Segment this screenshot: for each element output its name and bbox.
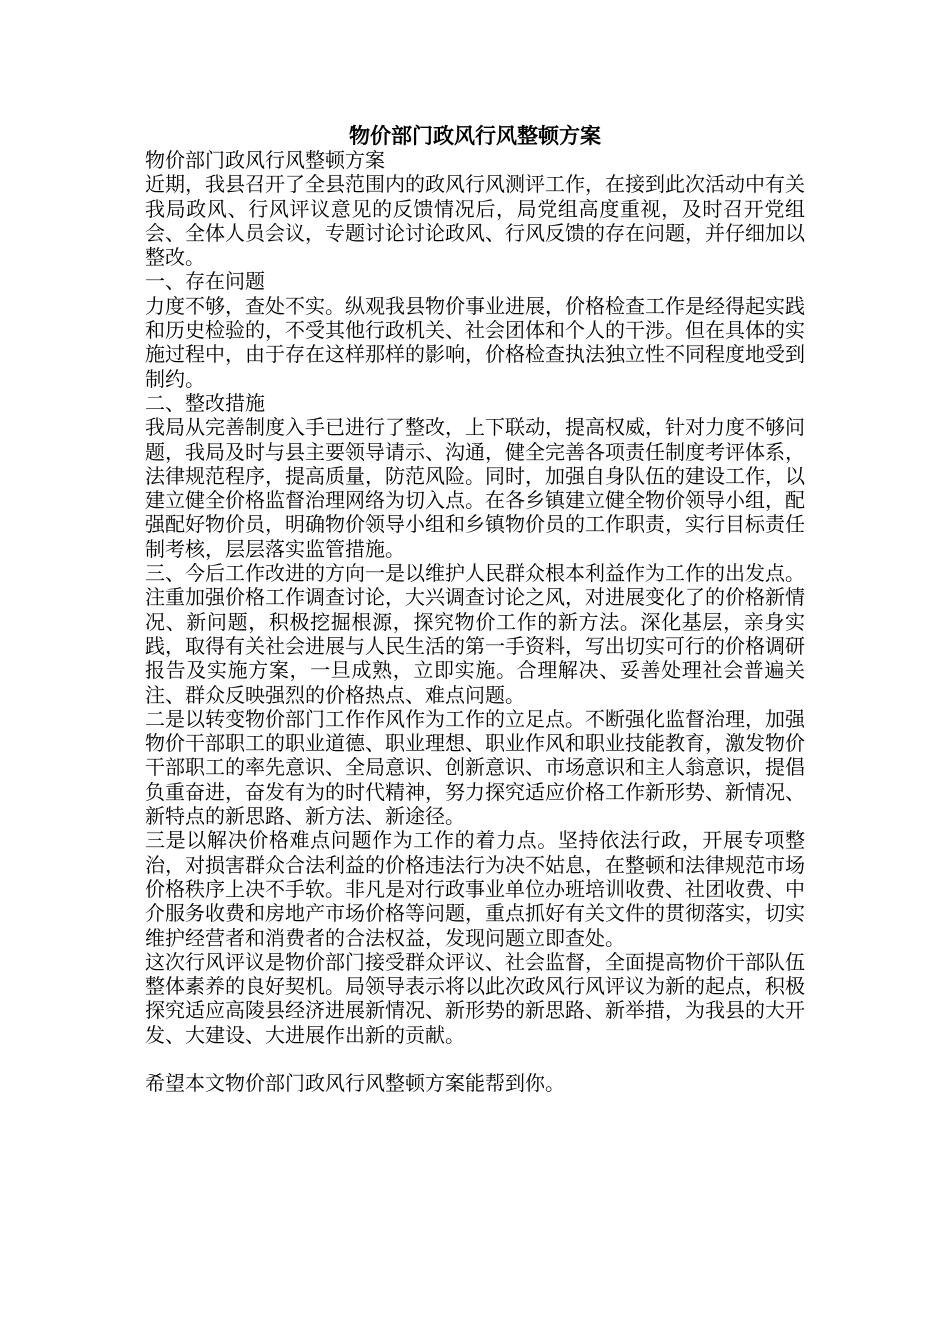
measures-paragraph: 我局从完善制度入手已进行了整改，上下联动，提高权威，针对力度不够问题，我局及时与县主要领导请示、沟通，健全完善各项责任制度考评体系，法律规范程序，提高质量，防范风险。同时，加强自身队伍的建设工作，以建立健全价格监督治理网络为切入点。在各乡镇建立健全物价领导小组，配强配好物价员，明确物价领导小组和乡镇物价员的工作职责，实行目标责任制考核，层层落实监管措施。 [145,415,805,561]
document-title: 物价部门政风行风整顿方案 [349,123,601,148]
problems-paragraph: 力度不够，查处不实。纵观我县物价事业进展，价格检查工作是经得起实践和历史检验的，不受其他行政机关、社会团体和个人的干涉。但在具体的实施过程中，由于存在这样那样的影响，价格检查执法独立性不同程度地受到制约。 [145,293,805,391]
blank-line [145,1047,805,1071]
price-issues-paragraph: 三是以解决价格难点问题作为工作的着力点。坚持依法行政，开展专项整治，对损害群众合法利益的价格违法行为决不姑息，在整顿和法律规范市场价格秩序上决不手软。非凡是对行政事业单位办班培训收费、社团收费、中介服务收费和房地产市场价格等问题，重点抓好有关文件的贯彻落实，切实维护经营者和消费者的合法权益，发现问题立即查处。 [145,828,805,950]
future-direction-paragraph: 三、今后工作改进的方向一是以维护人民群众根本利益作为工作的出发点。注重加强价格工作调查讨论，大兴调查讨论之风，对进展变化了的价格新情况、新问题，积极挖掘根源，探究物价工作的新方法。深化基层，亲身实践，取得有关社会进展与人民生活的第一手资料，写出切实可行的价格调研报告及实施方案，一旦成熟，立即实施。合理解决、妥善处理社会普遍关注、群众反映强烈的价格热点、难点问题。 [145,561,805,707]
section-heading-problems: 一、存在问题 [145,269,265,294]
intro-paragraph: 近期，我县召开了全县范围内的政风行风测评工作，在接到此次活动中有关我局政风、行风评议意见的反馈情况后，局党组高度重视，及时召开党组会、全体人员会议，专题讨论讨论政风、行风反馈的存在问题，并仔细加以整改。 [145,172,805,270]
closing-paragraph: 希望本文物价部门政风行风整顿方案能帮到你。 [145,1071,565,1096]
subtitle-paragraph: 物价部门政风行风整顿方案 [145,148,385,172]
section-heading-measures: 二、整改措施 [145,390,265,415]
document-body [145,148,805,1096]
conclusion-paragraph: 这次行风评议是物价部门接受群众评议、社会监督，全面提高物价干部队伍整体素养的良好契机。局领导表示将以此次政风行风评议为新的起点，积极探究适应高陵县经济进展新情况、新形势的新思路、新举措，为我县的大开发、大建设、大进展作出新的贡献。 [145,949,805,1047]
work-style-paragraph: 二是以转变物价部门工作作风作为工作的立足点。不断强化监督治理，加强物价干部职工的职业道德、职业理想、职业作风和职业技能教育，激发物价干部职工的率先意识、全局意识、创新意识、市场意识和主人翁意识，提倡负重奋进，奋发有为的时代精神，努力探究适应价格工作新形势、新情况、新特点的新思路、新方法、新途径。 [145,706,805,829]
